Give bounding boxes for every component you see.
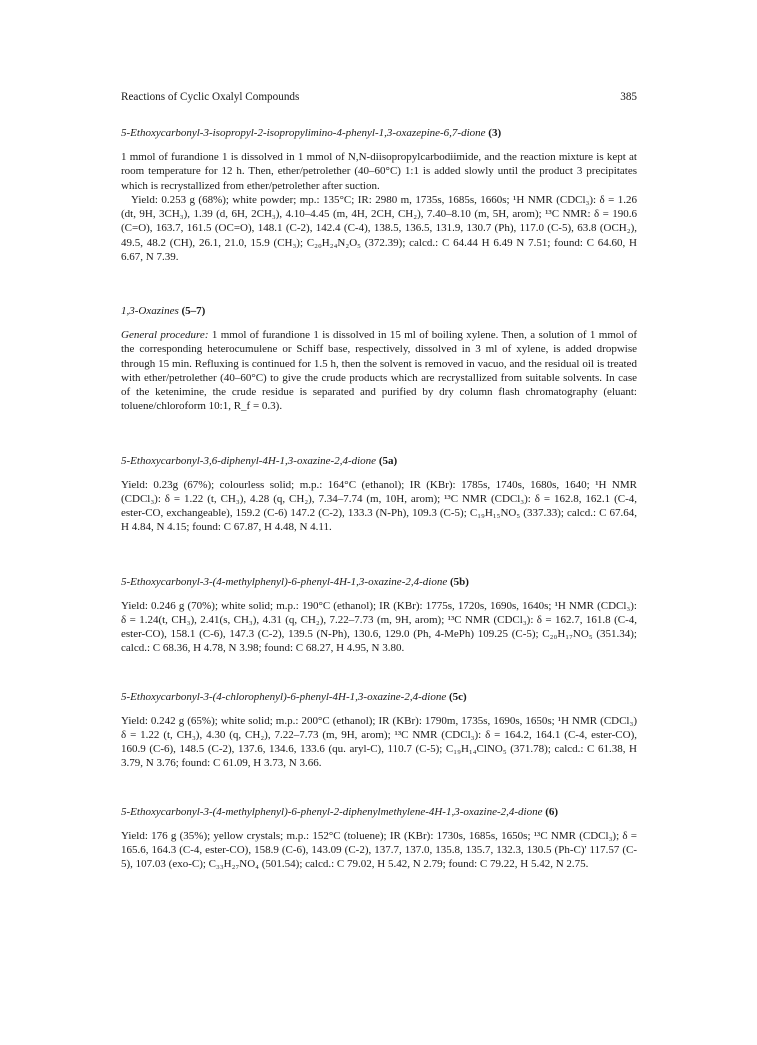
compound-label: (3) — [488, 127, 502, 139]
section-heading-compound-5a — [121, 454, 637, 468]
heading-text: 5-Ethoxycarbonyl-3,6-diphenyl-4H-1,3-oxazine-2,4-dione — [121, 454, 377, 467]
general-procedure-paragraph — [121, 328, 637, 414]
procedure-paragraph: 1 mmol of furandione 1 is dissolved in 1 mmol of N,N-diisopropylcarbodiimide, and the reaction mixture is kept at room temperature for 12 h. Then, ether/petrolether (40–60°C) 1:1 is added slowly until the product 3 precipitates which is recrystallized from ether/petrolether after suction. — [121, 151, 637, 192]
running-head — [121, 90, 637, 104]
characterization-paragraph: Yield: 0.23g (67%); colourless solid; m.p.: 164°C (ethanol); IR (KBr): 1785s, 1740s, 1680s, 1640; ¹H NMR (CDCl₃): δ = 1.22 (t, CH₃), 4.28 (q, CH₂), 7.34–7.74 (m, 10H, arom); ¹³C NMR (CDCl₃): δ = 162.8, 162.1 (C-4, ester-CO, exchangeable), 159.2 (C-6) 147.2 (C-2), 133.3 (N-Ph), 109.3 (C-5); C₁₉H₁₅NO₅ (337.33); calcd.: C 67.64, H 4.84, N 4.15; found: C 67.87, H 4.48, N 4.11. — [121, 478, 637, 534]
compound-label: (5c) — [448, 690, 467, 703]
characterization-paragraph: Yield: 176 g (35%); yellow crystals; m.p.: 152°C (toluene); IR (KBr): 1730s, 1685s, 1650s; ¹³C NMR (CDCl₃); δ = 165.6, 164.3 (C-4, ester-CO), 158.9 (C-6), 143.09 (C-2), 137.7, 137.0, 135.8, 135.7, 132.3, 130.5 (Ph-C)' 117.57 (C-5), 107.03 (exo-C); C₃₃H₂₇NO₄ (501.54); calcd.: C 79.02, H 5.42, N 2.79; found: C 79.22, H 5.42, N 2.75. — [121, 829, 637, 870]
section-heading-compound-5c — [121, 690, 637, 704]
characterization-paragraph: Yield: 0.242 g (65%); white solid; m.p.: 200°C (ethanol); IR (KBr): 1790m, 1735s, 1690s, 1650s; ¹H NMR (CDCl₃) δ = 1.22 (t, CH₃), 4.30 (q, CH₂), 7.22–7.73 (m, 9H, arom); ¹³C NMR (CDCl₃): δ = 164.2, 164.1 (C-4, ester-CO), 160.9 (C-6), 148.5 (C-2), 137.6, 134.6, 133.6 (qu. aryl-C), 110.7 (C-5); C₁₉H₁₄ClNO₅ (371.78); calcd.: C 61.38, H 3.79, N 3.76; found: C 61.09, H 3.73, N 3.66. — [121, 714, 637, 770]
heading-text: 5-Ethoxycarbonyl-3-(4-methylphenyl)-6-phenyl-4H-1,3-oxazine-2,4-dione — [121, 575, 448, 588]
compound-label: (5–7) — [181, 305, 206, 317]
heading-text: 1,3-Oxazines — [121, 305, 179, 317]
compound-label: (5b) — [449, 575, 469, 588]
general-procedure-text: 1 mmol of furandione 1 is dissolved in 15 ml of boiling xylene. Then, a solution of 1 mmol of the corresponding heterocumulene or Schiff base, respectively, dissolved in 3 ml of xylene, is added dropwise through 15 min. Refluxing is continued for 1.5 h, then the solvent is removed in vacuo, and the residual oil is treated with ether/petrolether (40–60°C) to give the crude products which are recrystallized from suitable solvents. In case of the ketenimine, the crude residue is separated and purified by dry column flash chromatography (eluant: toluene/chloroform 10:1, R_f = 0.3). — [121, 329, 637, 413]
section-heading-compound-5b — [121, 575, 637, 589]
characterization-paragraph: Yield: 0.253 g (68%); white powder; mp.: 135°C; IR: 2980 m, 1735s, 1685s, 1660s; ¹H NMR (CDCl₃): δ = 1.26 (dt, 9H, 3CH₃), 1.39 (d, 6H, 2CH₃), 4.10–4.45 (m, 4H, 2CH, CH₂), 7.40–8.10 (m, 5H, arom); ¹³C NMR: δ = 190.6 (C=O), 163.7, 161.5 (OC=O), 148.1 (C-2), 142.4 (C-4), 138.5, 136.5, 131.9, 130.7 (Ph), 117.0 (C-5), 63.8 (OCH₂), 49.5, 48.2 (CH), 26.1, 21.0, 15.9 (CH₃); C₂₀H₂₄N₂O₅ (372.39); calcd.: C 64.44 H 6.49 N 7.51; found: C 64.60, H 6.67, N 7.39. — [121, 193, 637, 263]
general-procedure-label: General procedure: — [121, 329, 209, 341]
heading-text: 5-Ethoxycarbonyl-3-(4-chlorophenyl)-6-phenyl-4H-1,3-oxazine-2,4-dione — [121, 690, 447, 703]
section-heading-compound-6 — [121, 805, 637, 819]
heading-text: 5-Ethoxycarbonyl-3-(4-methylphenyl)-6-phenyl-2-diphenylmethylene-4H-1,3-oxazine-2,4-dione — [121, 805, 543, 818]
section-heading-compound-3 — [121, 126, 637, 140]
running-head-title: Reactions of Cyclic Oxalyl Compounds — [121, 91, 300, 103]
characterization-paragraph: Yield: 0.246 g (70%); white solid; m.p.: 190°C (ethanol); IR (KBr): 1775s, 1720s, 1690s, 1640s; ¹H NMR (CDCl₃): δ = 1.24(t, CH₃), 2.41(s, CH₃), 4.31 (q, CH₂), 7.22–7.73 (m, 9H, arom); ¹³C NMR (CDCl₃): δ = 162.7, 161.8 (C-4, ester-CO), 158.1 (C-6), 147.3 (C-2), 139.5 (N-Ph), 130.6, 129.0 (Ph, 4-MePh) 109.25 (C-5); C₂₀H₁₇NO₅ (351.34); calcd.: C 68.36, H 4.78, N 3.98; found: C 68.27, H 4.95, N 3.80. — [121, 599, 637, 655]
compound-label: (5a) — [378, 454, 398, 467]
section-heading-oxazines — [121, 304, 637, 318]
page-content — [121, 90, 637, 871]
heading-text: 5-Ethoxycarbonyl-3-isopropyl-2-isopropylimino-4-phenyl-1,3-oxazepine-6,7-dione — [121, 127, 486, 139]
compound-label: (6) — [545, 805, 559, 818]
page-number: 385 — [620, 91, 637, 103]
